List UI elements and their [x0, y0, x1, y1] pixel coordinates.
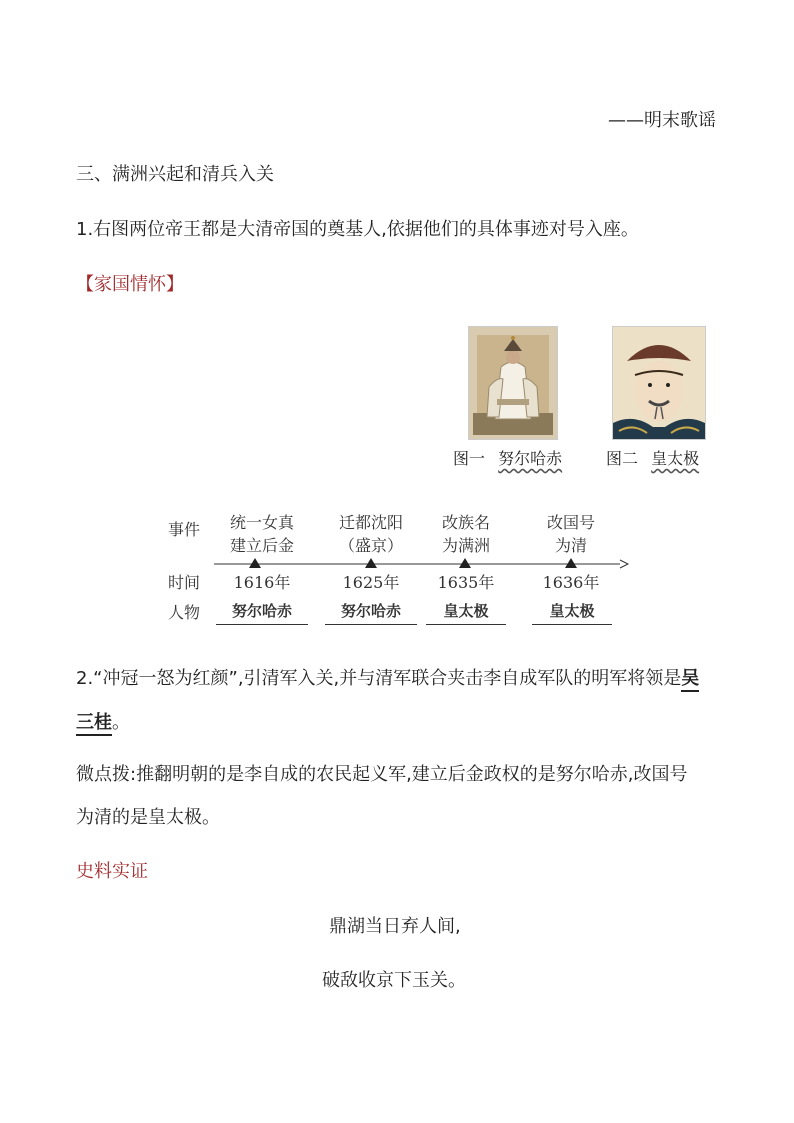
timeline-row-person: 人物 — [168, 603, 201, 622]
fig1-name: 努尔哈赤 — [498, 449, 563, 468]
event-2-line1: 迁都沈阳 — [338, 513, 403, 532]
event-4-line1: 改国号 — [546, 513, 595, 532]
event-2-person: 努尔哈赤 — [325, 600, 417, 625]
poem-line-1: 鼎湖当日弃人间, — [329, 916, 461, 937]
event-marker-4 — [565, 558, 577, 568]
fig2-name: 皇太极 — [651, 449, 700, 468]
event-marker-3 — [459, 558, 471, 568]
family-label: 【家国情怀】 — [76, 274, 184, 295]
fig2-caption-group — [606, 446, 699, 469]
question-2-answer-part2: 三桂 — [76, 712, 112, 736]
event-marker-1 — [249, 558, 261, 568]
event-4-person: 皇太极 — [532, 600, 612, 625]
poem-line-2: 破敌收京下玉关。 — [322, 970, 466, 991]
fig1-caption: 图一 — [453, 449, 486, 468]
hongtaiji-portrait — [612, 326, 706, 440]
event-3-year: 1635年 — [437, 573, 495, 592]
event-1-line1: 统一女真 — [229, 513, 294, 532]
event-3-line1: 改族名 — [441, 513, 490, 532]
tip-line-2: 为清的是皇太极。 — [76, 807, 220, 828]
event-4-year: 1636年 — [542, 573, 600, 592]
nurhaci-portrait-image — [469, 327, 557, 439]
question-1: 1.右图两位帝王都是大清帝国的奠基人,依据他们的具体事迹对号入座。 — [76, 219, 639, 240]
event-2-year: 1625年 — [342, 573, 400, 592]
timeline-row-time: 时间 — [168, 573, 201, 592]
hongtaiji-portrait-image — [613, 327, 705, 439]
event-4-line2: 为清 — [554, 536, 587, 555]
event-marker-2 — [365, 558, 377, 568]
fig2-caption: 图二 — [606, 449, 639, 468]
question-2 — [76, 664, 699, 690]
evidence-label: 史料实证 — [76, 861, 148, 882]
quote-source: ——明末歌谣 — [608, 110, 716, 131]
timeline-row-event: 事件 — [168, 520, 201, 539]
event-3-line2: 为满洲 — [441, 536, 490, 555]
event-1-year: 1616年 — [233, 573, 291, 592]
event-2-line2: （盛京） — [338, 536, 403, 555]
event-3-person: 皇太极 — [426, 600, 506, 625]
tip-line-1: 微点拨:推翻明朝的是李自成的农民起义军,建立后金政权的是努尔哈赤,改国号 — [76, 764, 688, 785]
event-1-person: 努尔哈赤 — [216, 600, 308, 625]
fig1-caption-group — [453, 446, 562, 469]
question-2-text: 2.“冲冠一怒为红颜”,引清军入关,并与清军联合夹击李自成军队的明军将领是 — [76, 668, 682, 689]
question-2-continued — [76, 708, 130, 734]
question-2-end: 。 — [112, 712, 130, 733]
question-2-answer-part1: 吴 — [681, 668, 699, 692]
event-1-line2: 建立后金 — [229, 536, 294, 555]
nurhaci-portrait — [468, 326, 558, 440]
section-heading: 三、满洲兴起和清兵入关 — [76, 164, 274, 185]
